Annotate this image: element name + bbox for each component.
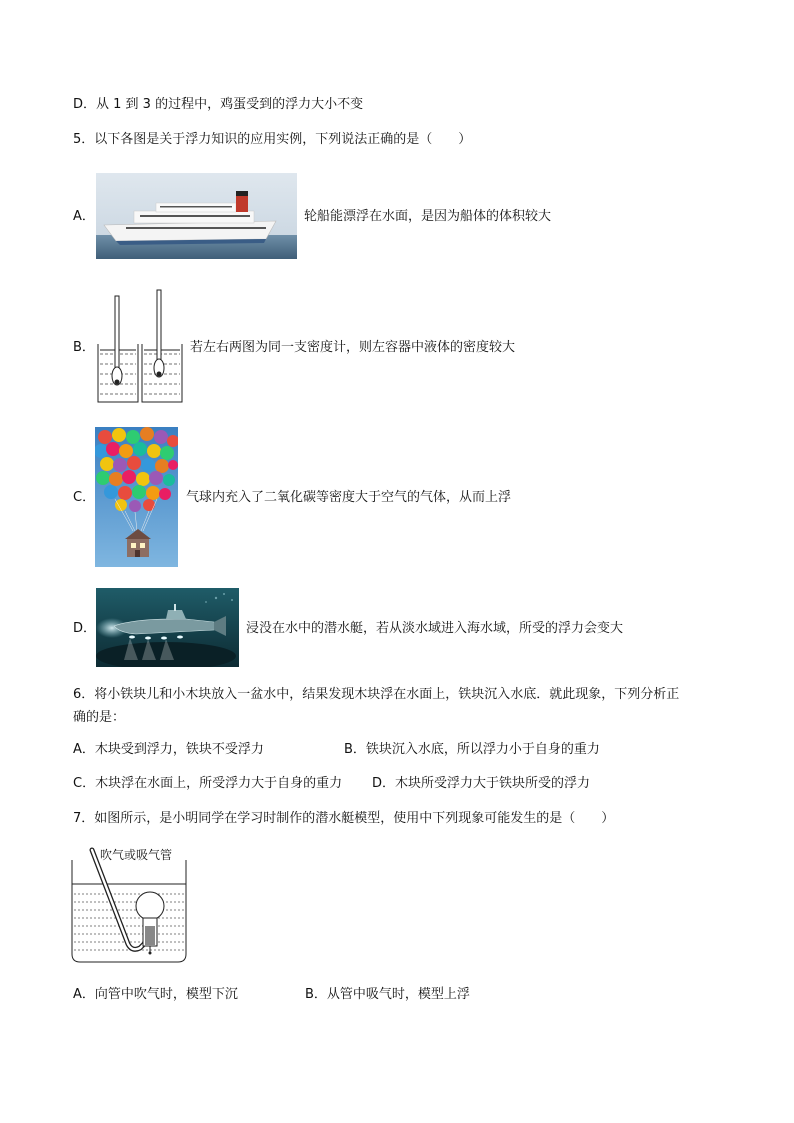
ship-photo — [96, 173, 297, 259]
q5-option-b-text: 若左右两图为同一支密度计，则左容器中液体的密度较大 — [190, 340, 516, 355]
q7-figure-label: 吹气或吸气管 — [100, 848, 173, 862]
q5-option-c-text: 气球内充入了二氧化碳等密度大于空气的气体，从而上浮 — [186, 490, 512, 505]
q6-stem-line1: 6．将小铁块儿和小木块放入一盆水中，结果发现木块浮在水面上，铁块沉入水底．就此现象，下列分析正 — [73, 687, 680, 702]
submarine-model-diagram — [70, 846, 190, 966]
q5-option-d-label: D． — [73, 621, 97, 636]
hydrometer-diagram — [96, 288, 186, 404]
q7-option-b: B．从管中吸气时，模型上浮 — [305, 987, 470, 1002]
q5-option-c-label: C． — [73, 490, 96, 505]
submarine-photo — [96, 588, 239, 667]
q5-option-d-text: 浸没在水中的潜水艇，若从淡水域进入海水域，所受的浮力会变大 — [246, 621, 624, 636]
q7-option-a: A．向管中吹气时，模型下沉 — [73, 987, 238, 1002]
q4-option-d: D．从 1 到 3 的过程中，鸡蛋受到的浮力大小不变 — [73, 97, 364, 112]
balloon-house-photo — [95, 427, 178, 567]
q6-stem-line2: 确的是： — [73, 710, 126, 725]
q6-option-d: D．木块所受浮力大于铁块所受的浮力 — [372, 776, 591, 791]
q5-option-b-label: B． — [73, 340, 95, 355]
q6-option-c: C．木块浮在水面上，所受浮力大于自身的重力 — [73, 776, 343, 791]
q5-option-a-label: A． — [73, 209, 95, 224]
q5-option-a-text: 轮船能漂浮在水面，是因为船体的体积较大 — [304, 209, 552, 224]
q6-option-b: B．铁块沉入水底，所以浮力小于自身的重力 — [344, 742, 600, 757]
q7-stem: 7．如图所示，是小明同学在学习时制作的潜水艇模型，使用中下列现象可能发生的是（ ） — [73, 811, 615, 826]
q6-option-a: A．木块受到浮力，铁块不受浮力 — [73, 742, 264, 757]
q5-stem: 5．以下各图是关于浮力知识的应用实例，下列说法正确的是（ ） — [73, 132, 472, 147]
